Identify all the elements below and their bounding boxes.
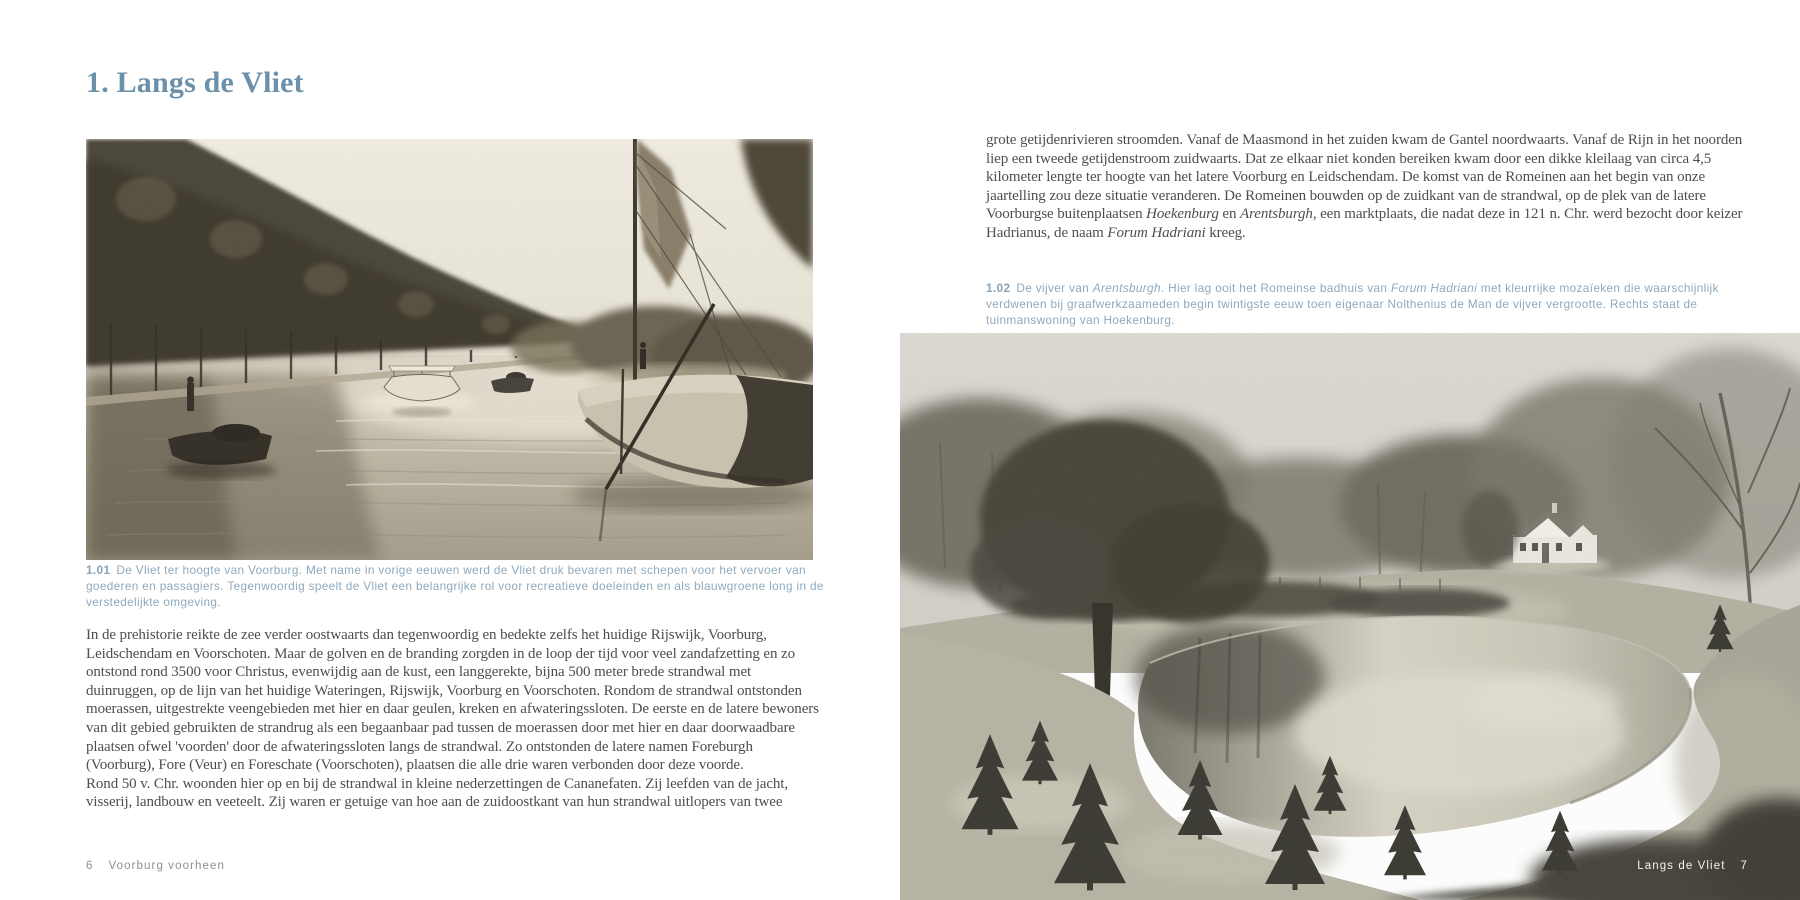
text-segment: De vijver van <box>1016 281 1093 295</box>
vliet-canal-photo <box>86 139 813 560</box>
text-segment: en <box>1218 206 1241 223</box>
paragraph: Rond 50 v. Chr. woonden hier op en bij de strandwal in kleine nederzettingen de Cananefaten. Zij leefden van de jacht, visserij, landbouw en veeteelt. Zij waren er getuige van hoe aan de zuidoostkant van hun strandwal uitlopers van twee <box>86 775 788 811</box>
text-segment-italic: Arentsburgh <box>1092 281 1161 295</box>
body-text-right <box>986 131 1752 243</box>
text-segment-italic: Forum Hadriani <box>1390 281 1478 295</box>
text-segment: . Hier lag ooit het Romeinse badhuis van <box>1160 281 1391 295</box>
arentsburgh-pond-photo <box>900 333 1800 900</box>
left-page-footer <box>86 860 225 872</box>
text-segment: met kleurrijke mozaïeken die waarschijnlijk verdwenen bij graafwerkzaameden begin twintigste eeuw toen eigenaar Nolthenius de Man de vijver vergrootte. Rechts staat de tuinmanswoning van Hoekenburg. <box>986 281 1719 327</box>
photo-caption-101 <box>86 563 828 610</box>
page-number: 7 <box>1740 860 1748 872</box>
text-segment-italic: Hoekenburg <box>1146 206 1219 223</box>
text-segment-italic: Arentsburgh <box>1240 206 1313 223</box>
caption-number: 1.01 <box>86 563 111 577</box>
body-text-left <box>86 626 824 812</box>
book-title-footer: Voorburg voorheen <box>108 860 226 872</box>
paragraph: In de prehistorie reikte de zee verder oostwaarts dan tegenwoordig en bedekte zelfs het huidige Rijswijk, Voorburg, Leidschendam en Voorschoten. Maar de golven en de branding zorgden in de loop der tijd voor veel zandafzetting en zo ontstond rond 3500 voor Christus, evenwijdig aan de kust, een langgerekte, bijna 500 meter brede strandwal met duinruggen, op de lijn van het huidige Wateringen, Rijswijk, Voorburg en Voorschoten. Rondom de strandwal ontstonden moerassen, uitgestrekte veengebieden met hier en daar geulen, kreken en afwateringssloten. De eerste en de latere bewoners van dit gebied gebruikten de strandrug als een begaanbaar pad tussen de moerassen door met hier en daar doorwaadbare plaatsen ofwel 'voorden' door de afwateringssloten langs de strandwal. Zo ontstonden de latere namen Foreburgh (Voorburg), Fore (Veur) en Foreschate (Voorschoten), plaatsen die alle drie waren verbonden door deze voorde. <box>86 627 819 774</box>
paragraph <box>986 131 1752 243</box>
caption-number: 1.02 <box>986 281 1011 295</box>
photo-caption-102 <box>986 281 1752 328</box>
text-segment: , een marktplaats, die nadat deze in 121 n. Chr. werd bezocht door keizer Hadrianus, de naam <box>986 206 1743 241</box>
text-segment: kreeg. <box>1205 224 1246 241</box>
text-segment: grote getijdenrivieren stroomden. Vanaf de Maasmond in het zuiden kwam de Gantel noordwaarts. Vanaf de Rijn in het noorden liep een tweede getijdenstroom zuidwaarts. Dat ze elkaar niet konden bereiken kwam door een dikke kleilaag van circa 4,5 kilometer lengte ter hoogte van het latere Voorburg en Leidschendam. De komst van de Romeinen aan het begin van onze jaartelling zou deze situatie veranderen. De Romeinen bouwden op de zuidkant van de strandwal, op de plek van de latere Voorburgse buitenplaatsen <box>986 132 1743 223</box>
right-page <box>900 0 1800 900</box>
page-number: 6 <box>86 860 94 872</box>
right-page-footer <box>1637 860 1748 872</box>
caption-text: De Vliet ter hoogte van Voorburg. Met name in vorige eeuwen werd de Vliet druk bevaren met schepen voor het vervoer van goederen en passagiers. Tegenwoordig speelt de Vliet een belangrijke rol voor recreatieve doeleinden en als blauwgroene long in de verstedelijkte omgeving. <box>86 563 824 609</box>
chapter-title: 1. Langs de Vliet <box>86 66 304 99</box>
text-segment-italic: Forum Hadriani <box>1107 224 1206 241</box>
chapter-title-footer: Langs de Vliet <box>1637 860 1726 872</box>
